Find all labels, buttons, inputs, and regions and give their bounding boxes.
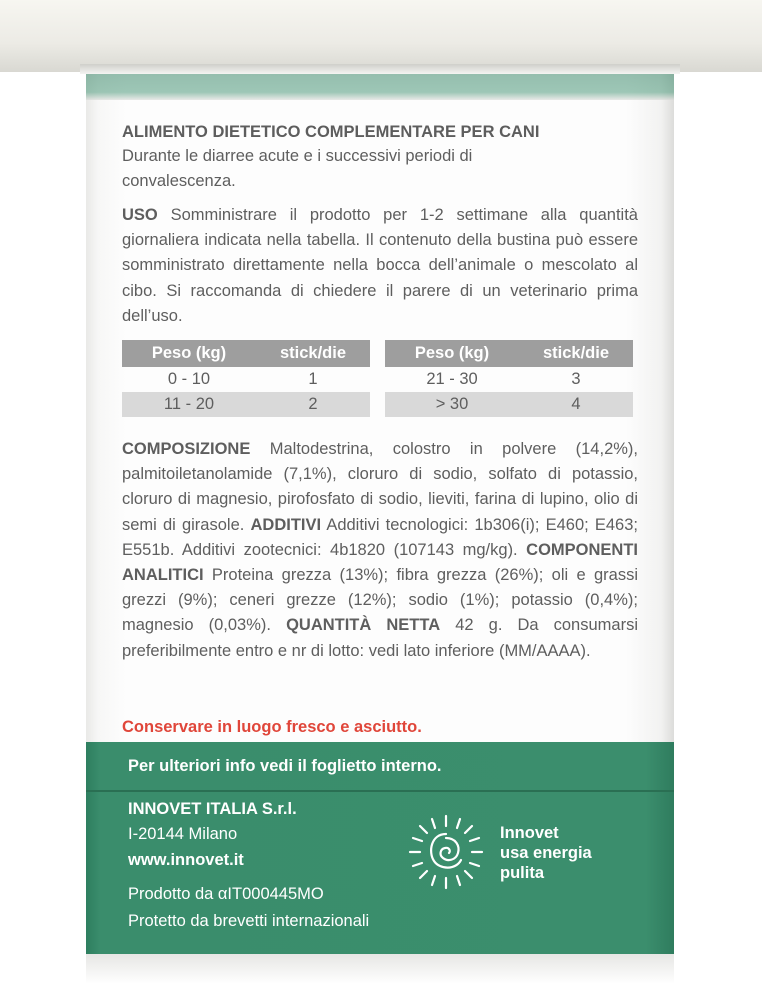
dosage-table-right: [385, 340, 633, 417]
company-address: I-20144 Milano: [128, 825, 238, 843]
intro-line-2: convalescenza.: [122, 172, 236, 190]
info-note: Per ulteriori info vedi il foglietto interno.: [128, 757, 442, 775]
company-name: INNOVET ITALIA S.r.l.: [128, 800, 297, 818]
header-weight: Peso (kg): [151, 344, 227, 362]
usage-text: Somministrare il prodotto per 1-2 settimane alla quantità giornaliera indicata nella tabella. Il contenuto della bustina può essere somministrato direttamente nella bocca dell’animale o mescolato al cibo. Si raccomanda di chiedere il parere di un veterinario prima dell’uso.: [122, 206, 638, 325]
storage-warning: Conservare in luogo fresco e asciutto.: [122, 718, 422, 736]
additives-text: Additivi tecnologici: 1b306(i); E460; E463; E551b. Additivi zootecnici: 4b1820 (107143 mg/kg).: [122, 515, 638, 559]
table-row: [385, 392, 633, 417]
analytical-label: COMPONENTI ANALITICI: [122, 540, 638, 585]
sticks-cell: 1: [308, 370, 318, 388]
analytical-text: Proteina grezza (13%); fibra grezza (26%); oli e grassi grezzi (9%); ceneri grezze (12%); sodio (1%); potassio (0,4%); magnesio (0,03%).: [122, 566, 638, 635]
table-header-row: [385, 340, 633, 367]
sticks-cell: 2: [308, 395, 318, 413]
intro-line-1: Durante le diarree acute e i successivi periodi di: [122, 147, 473, 165]
company-website[interactable]: www.innovet.it: [128, 851, 244, 869]
green-top-band: [86, 74, 674, 100]
sticks-cell: 4: [571, 395, 581, 413]
box-bottom-edge: [86, 954, 674, 984]
header-sticks: stick/die: [279, 344, 347, 362]
dosage-table-left: [122, 340, 370, 417]
usage-paragraph: [122, 203, 638, 329]
net-quantity-label: QUANTITÀ NETTA: [286, 616, 441, 635]
table-row: [122, 367, 370, 392]
producer-code: Prodotto da αIT000445MO: [128, 885, 324, 903]
green-divider: [86, 790, 674, 792]
background-top: [0, 0, 762, 72]
composition-label: COMPOSIZIONE: [122, 440, 251, 458]
additives-label: ADDITIVI: [250, 515, 322, 534]
usage-label: USO: [122, 206, 158, 224]
header-weight: Peso (kg): [414, 344, 490, 362]
weight-cell: 0 - 10: [167, 370, 211, 388]
net-quantity-text: 42 g. Da consumarsi preferibilmente entro e nr di lotto: vedi lato inferiore (MM/AAAA).: [122, 616, 638, 660]
weight-cell: > 30: [435, 395, 469, 413]
patent-note: Protetto da brevetti internazionali: [128, 912, 370, 930]
table-row: [385, 367, 633, 392]
logo-line-3: pulita: [500, 864, 544, 882]
composition-paragraph: [122, 437, 638, 664]
logo-line-2: usa energia: [500, 844, 592, 862]
product-heading: ALIMENTO DIETETICO COMPLEMENTARE PER CANI: [122, 123, 540, 141]
box-top-edge: [80, 64, 680, 74]
sun-energy-icon: [406, 812, 486, 892]
composition-text: Maltodestrina, colostro in polvere (14,2%), palmitoiletanolamide (7,1%), cloruro di sodio, solfato di potassio, cloruro di magnesio, pirofosfato di sodio, lieviti, farina di lupino, olio di semi di girasole.: [122, 440, 638, 534]
weight-cell: 11 - 20: [163, 395, 215, 413]
logo-text: [500, 823, 592, 883]
header-sticks: stick/die: [542, 344, 610, 362]
sticks-cell: 3: [571, 370, 581, 388]
weight-cell: 21 - 30: [426, 370, 478, 388]
table-header-row: [122, 340, 370, 367]
table-row: [122, 392, 370, 417]
logo-line-1: Innovet: [500, 824, 559, 842]
